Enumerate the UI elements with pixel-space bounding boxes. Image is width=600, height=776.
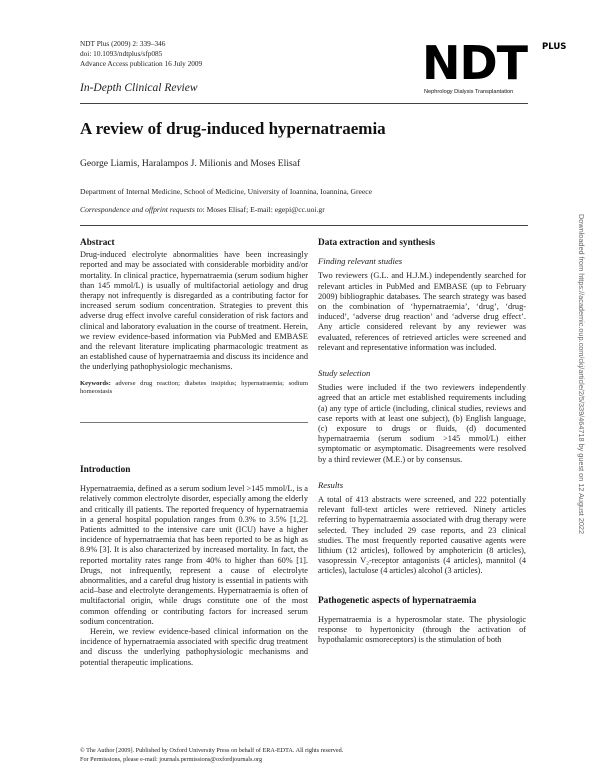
- pathogenetic-heading: Pathogenetic aspects of hypernatraemia: [318, 595, 477, 606]
- abstract-heading: Abstract: [80, 238, 115, 248]
- header-divider: [80, 103, 528, 104]
- logo-plus: PLUS: [542, 42, 567, 52]
- introduction-paragraph-1: Hypernatraemia, defined as a serum sodium level >145 mmol/L, is a relatively common electrolyte disorder, especially among the elderly and critically ill patients. The reported frequency of hypernatraemia in a general hospital population ranges from 0.3% to 3.5% [1,2]. Patients admitted to the intensive care unit (ICU) have a higher incidence of hypernatraemia that has been reported to be as high as 8.9% [3]. It is also characterized by increased mortality. In fact, the reported mortality rates range from 40% to higher than 60% [1]. Drugs, not infrequently, represent a cause of electrolyte abnormalities, and a careful drug history is essential in patients with acid–base and electrolyte derangements. Hypernatraemia is often of multifactorial origin, while drugs constitute one of the most common offending or contributing factors for increased serum sodium concentration.: [80, 484, 308, 626]
- logo-wordmark: NDT: [422, 36, 528, 90]
- correspondence-text: : Moses Elisaf; E-mail: egepi@cc.uoi.gr: [202, 205, 325, 214]
- study-selection-heading: Study selection: [318, 368, 371, 379]
- permissions-notice: For Permissions, please e-mail: journals.permissions@oxfordjournals.org: [80, 756, 263, 763]
- finding-studies-heading: Finding relevant studies: [318, 256, 403, 267]
- title-divider: [80, 225, 528, 226]
- affiliation: Department of Internal Medicine, School of Medicine, University of Ioannina, Ioannina, Greece: [80, 187, 373, 196]
- abstract-text: Drug-induced electrolyte abnormalities have been increasingly reported and may be associated with considerable morbidity and/or mortality. In clinical practice, hypernatraemia (serum sodium higher than 145 mmol/L) is usually of multifactorial aetiology and drug therapy not infrequently is disregarded as a contributing factor for increased serum sodium concentration. Strategies to prevent this adverse drug effect involve careful consideration of risk factors and clinical and laboratory evaluation in the course of treatment. Herein, we review evidence-based information via PubMed and EMBASE and the relevant literature implicating pharmacologic treatment as an established cause of hypernatraemia and discuss its incidence and the underlying pathophysiologic mechanisms.: [80, 250, 308, 372]
- article-title: A review of drug-induced hypernatraemia: [80, 119, 386, 138]
- left-column: [80, 238, 308, 396]
- keywords: [80, 380, 308, 397]
- data-extraction-heading: Data extraction and synthesis: [318, 238, 435, 248]
- doi-line: doi: 10.1093/ndtplus/sfp085: [80, 49, 163, 58]
- journal-citation: NDT Plus (2009) 2: 339–346: [80, 39, 166, 48]
- keywords-label: Keywords:: [80, 379, 111, 387]
- journal-logo: [422, 36, 567, 100]
- download-watermark: Downloaded from https://academic.oup.com/ckj/article/2/5/339/464718 by guest on 12 August 2022: [577, 214, 586, 535]
- finding-studies-text: Two reviewers (G.L. and H.J.M.) independently searched for relevant articles in PubMed and EMBASE (up to February 2009) bibliographic databases. The search strategy was based on the combination of ‘hypernatraemia’, ‘drug’, ‘drug-induced’, ‘adverse drug reaction’ and ‘adverse drug effect’. Any article considered relevant by any reviewer was evaluated, references of retrieved articles were screened and relevant and representative information was included.: [318, 271, 526, 352]
- correspondence-label: Correspondence and offprint requests to: [80, 205, 203, 214]
- section-tag: In-Depth Clinical Review: [80, 82, 198, 94]
- access-line: Advance Access publication 16 July 2009: [80, 59, 203, 68]
- introduction-heading: Introduction: [80, 465, 131, 475]
- results-heading: Results: [318, 479, 344, 490]
- study-selection-text: Studies were included if the two reviewers independently agreed that an article met established requirements including (a) any type of article (including, clinical studies, reviews and case reports with at least one subject), (b) English language, (c) exposure to drugs or fluids, (d) documented hypernatraemia (serum sodium >145 mmol/L) either symptomatic or asymptomatic. Disagreements were resolved by a third reviewer (M.E.) or by consensus.: [318, 383, 526, 464]
- author-list: George Liamis, Haralampos J. Milionis and Moses Elisaf: [80, 158, 301, 169]
- results-text: A total of 413 abstracts were screened, and 222 potentially relevant full-text articles were retrieved. Ninety articles referring to hypernatraemia associated with drug therapy were selected. They included 29 case reports, and 23 clinical studies. The most frequently reported causative agents were lithium (12 articles), followed by amphotericin (8 articles), vasopressin V₂-receptor antagonists (4 articles), mannitol (4 articles), lactulose (4 articles) alcohol (3 articles).: [318, 495, 526, 576]
- keywords-divider: [80, 422, 308, 423]
- introduction-paragraph-2: Herein, we review evidence-based clinical information on the incidence of hypernatraemia associated with specific drug treatment and discuss the underlying pathophysiologic mechanisms and potential therapeutic implications.: [80, 627, 308, 667]
- logo-subtitle: Nephrology Dialysis Transplantation: [424, 89, 514, 95]
- copyright-notice: © The Author [2009]. Published by Oxford University Press on behalf of ERA-EDTA. All rights reserved.: [80, 747, 344, 754]
- pathogenetic-text: Hypernatraemia is a hyperosmolar state. The physiologic response to hypertonicity (through the activation of hypothalamic osmoreceptors) is the stimulation of both: [318, 614, 526, 645]
- introduction-section: [80, 465, 308, 668]
- keywords-text: adverse drug reaction; diabetes insipidus; hypernatraemia; sodium homeostasis: [80, 379, 308, 396]
- correspondence: [80, 205, 325, 214]
- right-column: [318, 238, 526, 646]
